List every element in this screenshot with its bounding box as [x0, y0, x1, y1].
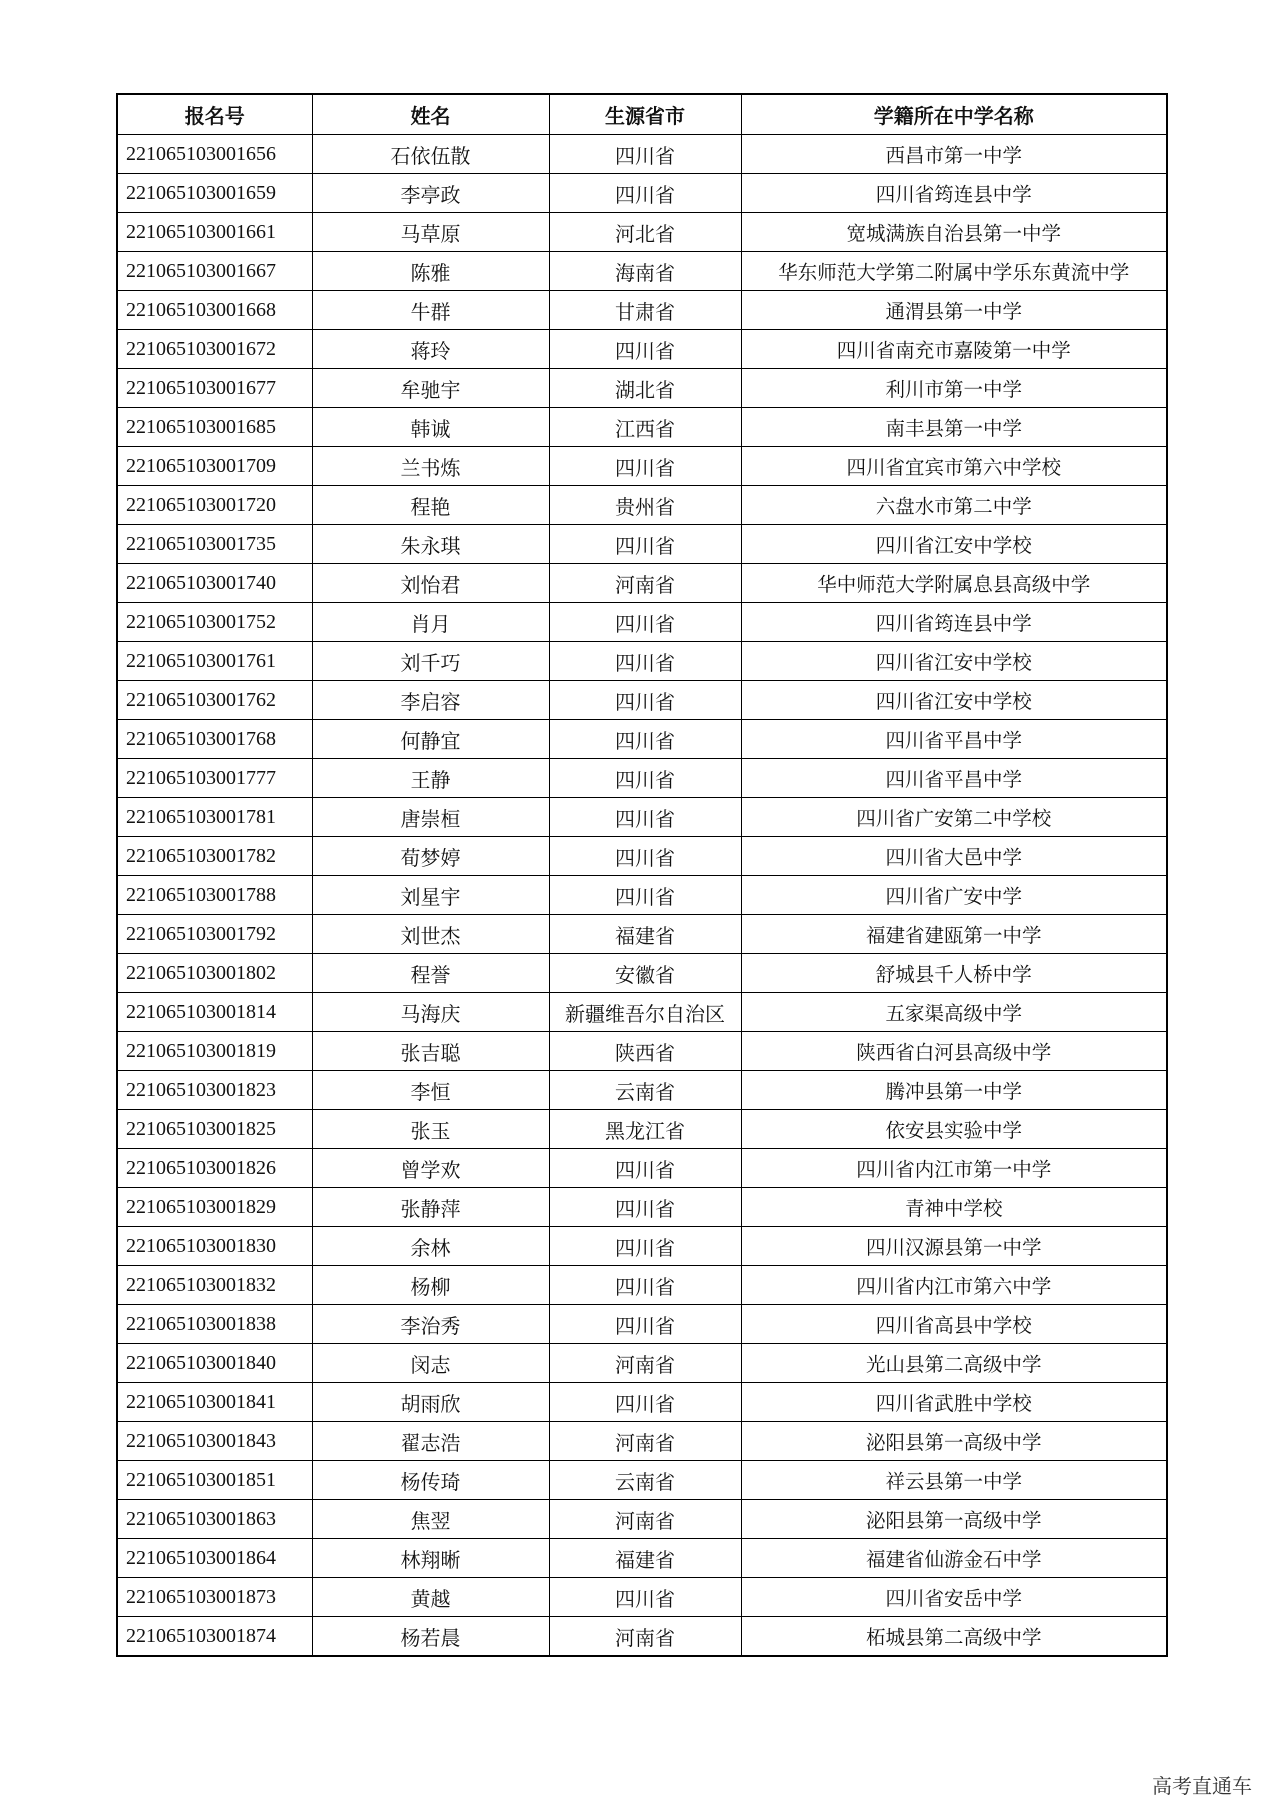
province-cell: 河南省: [549, 1344, 741, 1383]
table-row: [117, 525, 1167, 564]
province-cell: 甘肃省: [549, 291, 741, 330]
registration-number-cell: 221065103001735: [117, 525, 312, 564]
province-cell: 福建省: [549, 915, 741, 954]
student-name-cell: 陈雅: [312, 252, 549, 291]
table-row: [117, 798, 1167, 837]
table-row: [117, 1383, 1167, 1422]
province-cell: 四川省: [549, 1266, 741, 1305]
registration-number-cell: 221065103001823: [117, 1071, 312, 1110]
school-cell: 四川省筠连县中学: [741, 603, 1167, 642]
school-cell: 宽城满族自治县第一中学: [741, 213, 1167, 252]
registration-number-cell: 221065103001659: [117, 174, 312, 213]
school-cell: 四川汉源县第一中学: [741, 1227, 1167, 1266]
province-cell: 河北省: [549, 213, 741, 252]
registration-number-cell: 221065103001792: [117, 915, 312, 954]
student-name-cell: 刘怡君: [312, 564, 549, 603]
registration-number-cell: 221065103001840: [117, 1344, 312, 1383]
table-row: [117, 759, 1167, 798]
registration-number-cell: 221065103001802: [117, 954, 312, 993]
school-cell: 通渭县第一中学: [741, 291, 1167, 330]
province-cell: 四川省: [549, 525, 741, 564]
student-name-cell: 荀梦婷: [312, 837, 549, 876]
school-cell: 祥云县第一中学: [741, 1461, 1167, 1500]
registration-number-cell: 221065103001814: [117, 993, 312, 1032]
student-name-cell: 韩诚: [312, 408, 549, 447]
student-name-cell: 林翔晰: [312, 1539, 549, 1578]
province-cell: 河南省: [549, 1617, 741, 1657]
school-cell: 四川省内江市第一中学: [741, 1149, 1167, 1188]
student-name-cell: 张吉聪: [312, 1032, 549, 1071]
province-cell: 四川省: [549, 174, 741, 213]
province-cell: 云南省: [549, 1071, 741, 1110]
table-row: [117, 1422, 1167, 1461]
watermark: 高考直通车: [1152, 1774, 1252, 1798]
registration-number-cell: 221065103001825: [117, 1110, 312, 1149]
registration-number-cell: 221065103001851: [117, 1461, 312, 1500]
province-cell: 四川省: [549, 1305, 741, 1344]
table-row: [117, 1227, 1167, 1266]
registration-number-cell: 221065103001841: [117, 1383, 312, 1422]
school-cell: 四川省筠连县中学: [741, 174, 1167, 213]
province-cell: 河南省: [549, 1422, 741, 1461]
province-cell: 安徽省: [549, 954, 741, 993]
student-name-cell: 杨传琦: [312, 1461, 549, 1500]
table-row: [117, 1110, 1167, 1149]
table-row: [117, 1266, 1167, 1305]
table-body: [117, 135, 1167, 1657]
province-cell: 四川省: [549, 1578, 741, 1617]
province-cell: 四川省: [549, 330, 741, 369]
school-cell: 四川省平昌中学: [741, 759, 1167, 798]
student-name-cell: 张玉: [312, 1110, 549, 1149]
province-cell: 四川省: [549, 642, 741, 681]
table-row: [117, 954, 1167, 993]
school-cell: 六盘水市第二中学: [741, 486, 1167, 525]
registration-number-cell: 221065103001762: [117, 681, 312, 720]
school-cell: 四川省江安中学校: [741, 681, 1167, 720]
header-province: 生源省市: [549, 94, 741, 135]
registration-number-cell: 221065103001768: [117, 720, 312, 759]
student-name-cell: 马海庆: [312, 993, 549, 1032]
registration-number-cell: 221065103001685: [117, 408, 312, 447]
table-row: [117, 720, 1167, 759]
school-cell: 五家渠高级中学: [741, 993, 1167, 1032]
province-cell: 四川省: [549, 1188, 741, 1227]
school-cell: 四川省宜宾市第六中学校: [741, 447, 1167, 486]
registration-number-cell: 221065103001777: [117, 759, 312, 798]
school-cell: 利川市第一中学: [741, 369, 1167, 408]
header-row: [117, 94, 1167, 135]
student-name-cell: 朱永琪: [312, 525, 549, 564]
school-cell: 四川省安岳中学: [741, 1578, 1167, 1617]
student-name-cell: 程艳: [312, 486, 549, 525]
student-name-cell: 石依伍散: [312, 135, 549, 174]
province-cell: 四川省: [549, 720, 741, 759]
table-row: [117, 1305, 1167, 1344]
student-name-cell: 牛群: [312, 291, 549, 330]
table-row: [117, 1071, 1167, 1110]
province-cell: 湖北省: [549, 369, 741, 408]
student-name-cell: 刘世杰: [312, 915, 549, 954]
table-row: [117, 135, 1167, 174]
student-name-cell: 杨柳: [312, 1266, 549, 1305]
student-name-cell: 杨若晨: [312, 1617, 549, 1657]
registration-number-cell: 221065103001667: [117, 252, 312, 291]
table-row: [117, 291, 1167, 330]
school-cell: 光山县第二高级中学: [741, 1344, 1167, 1383]
school-cell: 四川省江安中学校: [741, 642, 1167, 681]
table-row: [117, 837, 1167, 876]
province-cell: 四川省: [549, 681, 741, 720]
registration-number-cell: 221065103001864: [117, 1539, 312, 1578]
province-cell: 河南省: [549, 1500, 741, 1539]
province-cell: 四川省: [549, 837, 741, 876]
student-name-cell: 胡雨欣: [312, 1383, 549, 1422]
table-row: [117, 1461, 1167, 1500]
registration-number-cell: 221065103001720: [117, 486, 312, 525]
table-row: [117, 876, 1167, 915]
student-name-cell: 刘星宇: [312, 876, 549, 915]
province-cell: 江西省: [549, 408, 741, 447]
registration-number-cell: 221065103001740: [117, 564, 312, 603]
table-row: [117, 213, 1167, 252]
admission-list-table: [116, 93, 1168, 1657]
table-row: [117, 993, 1167, 1032]
header-name: 姓名: [312, 94, 549, 135]
student-name-cell: 余林: [312, 1227, 549, 1266]
table-row: [117, 564, 1167, 603]
student-name-cell: 何静宜: [312, 720, 549, 759]
registration-number-cell: 221065103001677: [117, 369, 312, 408]
school-cell: 四川省广安第二中学校: [741, 798, 1167, 837]
registration-number-cell: 221065103001788: [117, 876, 312, 915]
table-row: [117, 642, 1167, 681]
student-name-cell: 闵志: [312, 1344, 549, 1383]
province-cell: 海南省: [549, 252, 741, 291]
student-name-cell: 马草原: [312, 213, 549, 252]
registration-number-cell: 221065103001782: [117, 837, 312, 876]
school-cell: 南丰县第一中学: [741, 408, 1167, 447]
registration-number-cell: 221065103001819: [117, 1032, 312, 1071]
table-row: [117, 1539, 1167, 1578]
school-cell: 四川省广安中学: [741, 876, 1167, 915]
student-name-cell: 刘千巧: [312, 642, 549, 681]
table-row: [117, 1149, 1167, 1188]
table-row: [117, 408, 1167, 447]
registration-number-cell: 221065103001656: [117, 135, 312, 174]
student-name-cell: 黄越: [312, 1578, 549, 1617]
province-cell: 云南省: [549, 1461, 741, 1500]
school-cell: 舒城县千人桥中学: [741, 954, 1167, 993]
province-cell: 四川省: [549, 447, 741, 486]
province-cell: 陕西省: [549, 1032, 741, 1071]
school-cell: 柘城县第二高级中学: [741, 1617, 1167, 1657]
province-cell: 四川省: [549, 798, 741, 837]
student-name-cell: 翟志浩: [312, 1422, 549, 1461]
registration-number-cell: 221065103001752: [117, 603, 312, 642]
school-cell: 腾冲县第一中学: [741, 1071, 1167, 1110]
registration-number-cell: 221065103001781: [117, 798, 312, 837]
registration-number-cell: 221065103001826: [117, 1149, 312, 1188]
table-row: [117, 1500, 1167, 1539]
registration-number-cell: 221065103001832: [117, 1266, 312, 1305]
student-name-cell: 兰书炼: [312, 447, 549, 486]
province-cell: 河南省: [549, 564, 741, 603]
province-cell: 四川省: [549, 759, 741, 798]
province-cell: 四川省: [549, 1227, 741, 1266]
table-row: [117, 1578, 1167, 1617]
header-school: 学籍所在中学名称: [741, 94, 1167, 135]
table-row: [117, 1617, 1167, 1657]
table-row: [117, 1344, 1167, 1383]
registration-number-cell: 221065103001672: [117, 330, 312, 369]
province-cell: 新疆维吾尔自治区: [549, 993, 741, 1032]
table-row: [117, 486, 1167, 525]
school-cell: 四川省平昌中学: [741, 720, 1167, 759]
table-row: [117, 915, 1167, 954]
school-cell: 四川省南充市嘉陵第一中学: [741, 330, 1167, 369]
school-cell: 青神中学校: [741, 1188, 1167, 1227]
student-name-cell: 牟驰宇: [312, 369, 549, 408]
student-name-cell: 张静萍: [312, 1188, 549, 1227]
student-name-cell: 唐崇桓: [312, 798, 549, 837]
province-cell: 四川省: [549, 603, 741, 642]
registration-number-cell: 221065103001761: [117, 642, 312, 681]
registration-number-cell: 221065103001873: [117, 1578, 312, 1617]
province-cell: 四川省: [549, 1383, 741, 1422]
student-name-cell: 李启容: [312, 681, 549, 720]
table-row: [117, 1188, 1167, 1227]
student-name-cell: 程誉: [312, 954, 549, 993]
school-cell: 依安县实验中学: [741, 1110, 1167, 1149]
registration-number-cell: 221065103001668: [117, 291, 312, 330]
header-registration-number: 报名号: [117, 94, 312, 135]
school-cell: 陕西省白河县高级中学: [741, 1032, 1167, 1071]
school-cell: 四川省内江市第六中学: [741, 1266, 1167, 1305]
registration-number-cell: 221065103001830: [117, 1227, 312, 1266]
school-cell: 泌阳县第一高级中学: [741, 1500, 1167, 1539]
student-name-cell: 李恒: [312, 1071, 549, 1110]
province-cell: 四川省: [549, 135, 741, 174]
student-name-cell: 焦翌: [312, 1500, 549, 1539]
student-name-cell: 曾学欢: [312, 1149, 549, 1188]
school-cell: 泌阳县第一高级中学: [741, 1422, 1167, 1461]
province-cell: 黑龙江省: [549, 1110, 741, 1149]
registration-number-cell: 221065103001661: [117, 213, 312, 252]
school-cell: 四川省江安中学校: [741, 525, 1167, 564]
school-cell: 四川省大邑中学: [741, 837, 1167, 876]
table-row: [117, 252, 1167, 291]
province-cell: 贵州省: [549, 486, 741, 525]
table-row: [117, 1032, 1167, 1071]
province-cell: 四川省: [549, 876, 741, 915]
registration-number-cell: 221065103001709: [117, 447, 312, 486]
school-cell: 福建省建瓯第一中学: [741, 915, 1167, 954]
school-cell: 华中师范大学附属息县高级中学: [741, 564, 1167, 603]
table-row: [117, 369, 1167, 408]
table-row: [117, 603, 1167, 642]
table-row: [117, 447, 1167, 486]
registration-number-cell: 221065103001843: [117, 1422, 312, 1461]
province-cell: 福建省: [549, 1539, 741, 1578]
registration-number-cell: 221065103001874: [117, 1617, 312, 1657]
student-name-cell: 王静: [312, 759, 549, 798]
student-name-cell: 李治秀: [312, 1305, 549, 1344]
registration-number-cell: 221065103001829: [117, 1188, 312, 1227]
table-row: [117, 681, 1167, 720]
school-cell: 华东师范大学第二附属中学乐东黄流中学: [741, 252, 1167, 291]
school-cell: 四川省武胜中学校: [741, 1383, 1167, 1422]
student-name-cell: 李亭政: [312, 174, 549, 213]
school-cell: 福建省仙游金石中学: [741, 1539, 1167, 1578]
registration-number-cell: 221065103001863: [117, 1500, 312, 1539]
table-row: [117, 330, 1167, 369]
student-name-cell: 肖月: [312, 603, 549, 642]
table-row: [117, 174, 1167, 213]
student-name-cell: 蒋玲: [312, 330, 549, 369]
registration-number-cell: 221065103001838: [117, 1305, 312, 1344]
province-cell: 四川省: [549, 1149, 741, 1188]
school-cell: 四川省高县中学校: [741, 1305, 1167, 1344]
school-cell: 西昌市第一中学: [741, 135, 1167, 174]
